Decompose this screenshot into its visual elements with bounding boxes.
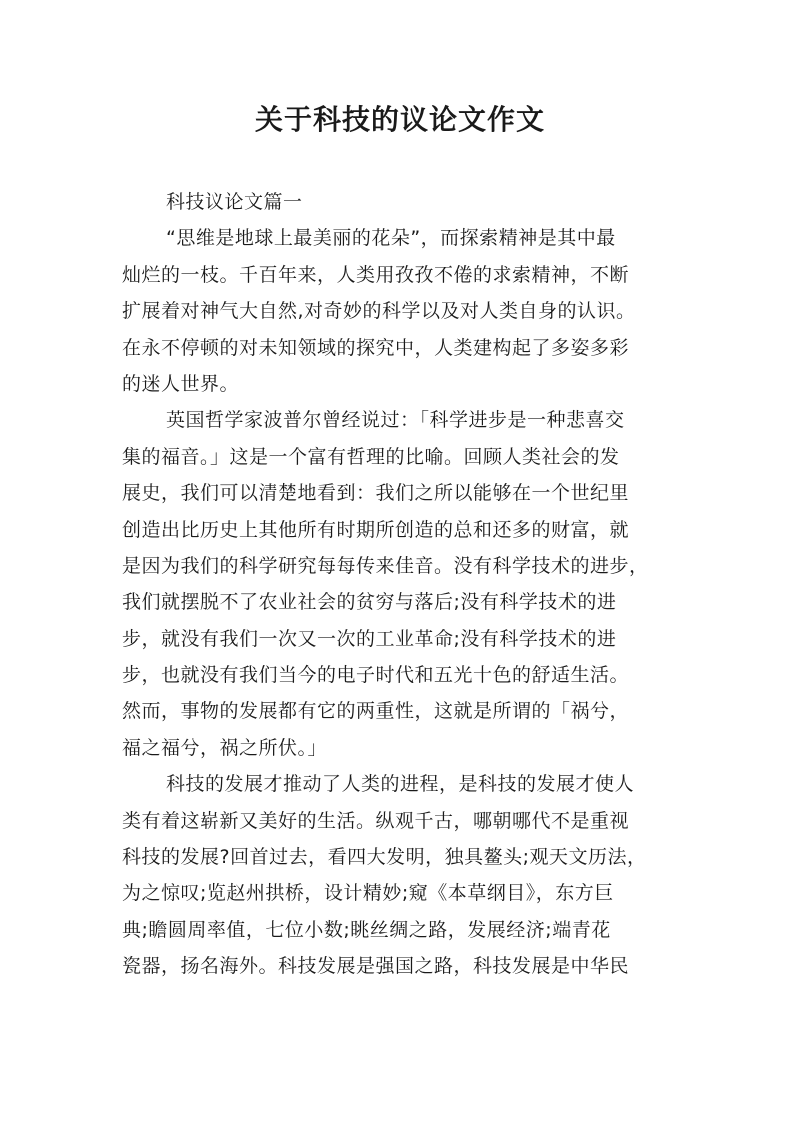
body-line: 典;瞻圆周率值，七位小数;眺丝绸之路，发展经济;端青花 [122, 918, 611, 941]
body-line: 在永不停顿的对未知领域的探究中，人类建构起了多姿多彩 [122, 336, 630, 359]
body-line: 然而，事物的发展都有它的两重性，这就是所谓的「祸兮， [122, 700, 630, 723]
body-line: 科技的发展才推动了人类的进程，是科技的发展才使人 [166, 773, 635, 796]
body-line: 集的福音。」这是一个富有哲理的比喻。回顾人类社会的发 [122, 445, 620, 468]
body-line: 英国哲学家波普尔曾经说过：「科学进步是一种悲喜交 [166, 409, 625, 432]
body-line: 灿烂的一枝。千百年来，人类用孜孜不倦的求索精神，不断 [122, 263, 630, 286]
body-line: 科技的发展?回首过去，看四大发明，独具鳌头;观天文历法， [122, 846, 647, 869]
body-line: 我们就摆脱不了农业社会的贫穷与落后;没有科学技术的进 [122, 591, 617, 614]
body-line: 展史，我们可以清楚地看到：我们之所以能够在一个世纪里 [122, 482, 630, 505]
body-line: 为之惊叹;览赵州拱桥，设计精妙;窥《本草纲目》，东方巨 [122, 882, 614, 905]
section-heading: 科技议论文篇一 [166, 191, 303, 213]
body-line: 的迷人世界。 [122, 372, 240, 395]
document-title: 关于科技的议论文作文 [254, 103, 545, 136]
body-line: 瓷器，扬名海外。科技发展是强国之路，科技发展是中华民 [122, 955, 630, 978]
body-line: 扩展着对神气大自然,对奇妙的科学以及对人类自身的认识。 [122, 300, 636, 323]
body-line: 类有着这崭新又美好的生活。纵观千古，哪朝哪代不是重视 [122, 809, 630, 832]
body-line: 步，也就没有我们当今的电子时代和五光十色的舒适生活。 [122, 664, 630, 687]
body-line: 是因为我们的科学研究每每传来佳音。没有科学技术的进步， [122, 554, 649, 577]
body-line: 创造出比历史上其他所有时期所创造的总和还多的财富，就 [122, 518, 630, 541]
body-line: 福之福兮，祸之所伏。」 [122, 736, 328, 759]
body-line: 步，就没有我们一次又一次的工业革命;没有科学技术的进 [122, 627, 617, 650]
document-body [122, 184, 686, 985]
body-line: “思维是地球上最美丽的花朵”，而探索精神是其中最 [166, 227, 616, 250]
